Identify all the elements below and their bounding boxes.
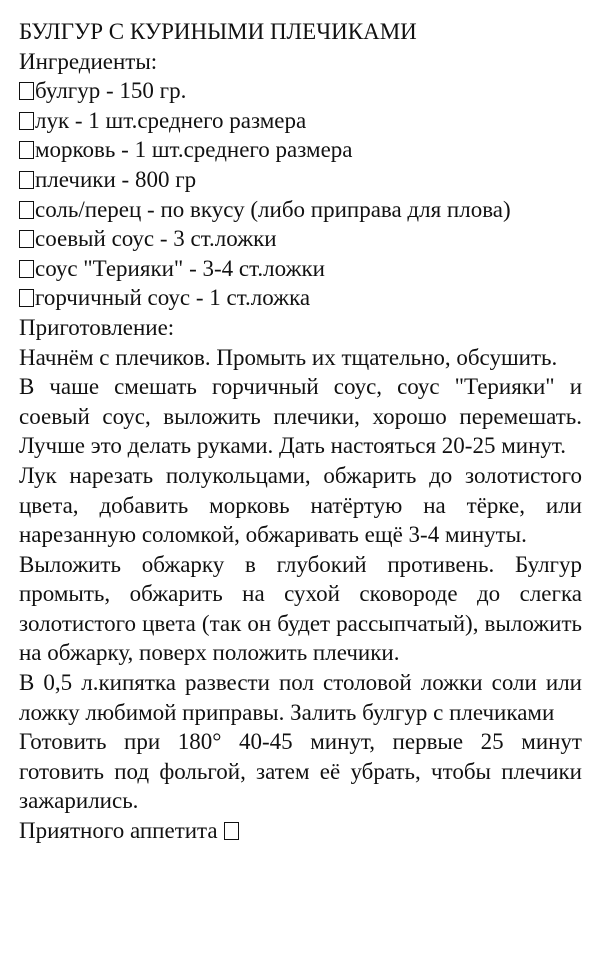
closing-text: Приятного аппетита xyxy=(19,818,218,844)
ingredient-item xyxy=(19,135,582,165)
ingredients-heading: Ингредиенты: xyxy=(19,48,158,74)
checkbox-icon xyxy=(19,82,34,100)
checkbox-icon xyxy=(19,260,34,278)
checkbox-icon xyxy=(224,822,239,840)
checkbox-icon xyxy=(19,230,34,248)
ingredients-list xyxy=(19,76,582,313)
ingredient-item xyxy=(19,283,582,313)
step-paragraph: Начнём с плечиков. Промыть их тщательно, обсушить. xyxy=(19,344,558,370)
step-paragraph: Выложить обжарку в глубокий противень. Булгур промыть, обжарить на сухой сковороде до слегка золотистого цвета (так он будет рассыпчатый), выложить на обжарку, поверх положить плечики. xyxy=(19,551,582,666)
ingredient-text: плечики - 800 гр xyxy=(35,166,197,192)
ingredient-item xyxy=(19,76,582,106)
closing-line xyxy=(19,816,582,846)
checkbox-icon xyxy=(19,171,34,189)
ingredient-item xyxy=(19,165,582,195)
preparation-heading: Приготовление: xyxy=(19,314,175,340)
step-paragraph: Готовить при 180° 40-45 минут, первые 25 минут готовить под фольгой, затем её убрать, чтобы плечики зажарились. xyxy=(19,729,582,814)
ingredient-text: лук - 1 шт.среднего размера xyxy=(35,107,307,133)
ingredient-item xyxy=(19,254,582,284)
recipe-title: БУЛГУР С КУРИНЫМИ ПЛЕЧИКАМИ xyxy=(19,19,417,44)
step-paragraph: В чаше смешать горчичный соус, соус "Терияки" и соевый соус, выложить плечики, хорошо перемешать. Лучше это делать руками. Дать настояться 20-25 минут. xyxy=(19,374,582,459)
ingredient-item xyxy=(19,224,582,254)
ingredient-text: соль/перец - по вкусу (либо приправа для плова) xyxy=(35,196,511,222)
checkbox-icon xyxy=(19,201,34,219)
ingredient-text: булгур - 150 гр. xyxy=(35,78,187,104)
ingredient-text: соевый соус - 3 ст.ложки xyxy=(35,226,277,252)
ingredient-text: горчичный соус - 1 ст.ложка xyxy=(35,285,311,311)
ingredient-text: морковь - 1 шт.среднего размера xyxy=(35,137,353,163)
ingredient-item xyxy=(19,195,582,225)
ingredient-item xyxy=(19,106,582,136)
checkbox-icon xyxy=(19,141,34,159)
checkbox-icon xyxy=(19,112,34,130)
step-paragraph: В 0,5 л.кипятка развести пол столовой ложки соли или ложку любимой приправы. Залить булгур с плечиками xyxy=(19,670,582,725)
ingredient-text: соус "Терияки" - 3-4 ст.ложки xyxy=(35,255,325,281)
checkbox-icon xyxy=(19,289,34,307)
step-paragraph: Лук нарезать полукольцами, обжарить до золотистого цвета, добавить морковь натёртую на тёрке, или нарезанную соломкой, обжаривать ещё 3-4 минуты. xyxy=(19,462,582,548)
